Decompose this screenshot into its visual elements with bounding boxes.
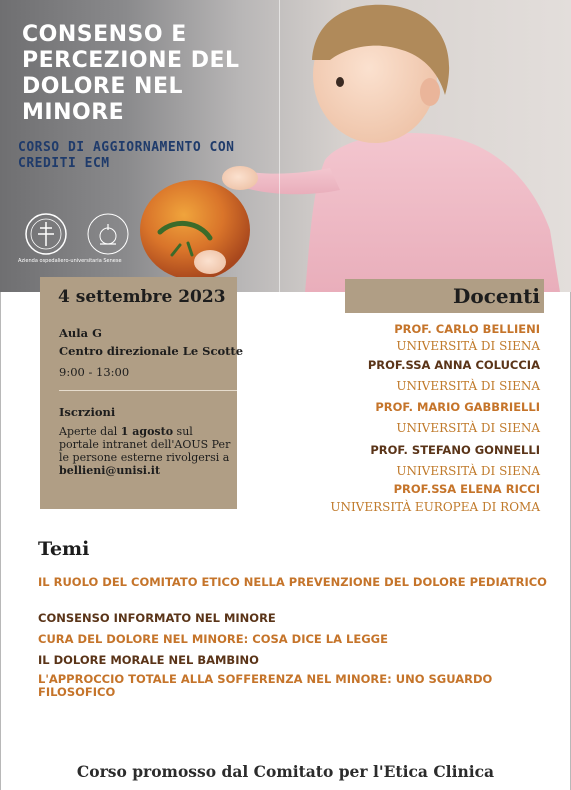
registration-text-1: Aperte dal — [59, 425, 121, 438]
docente-name: PROF. CARLO BELLIENI — [394, 322, 540, 336]
hospital-seal-icon — [24, 212, 68, 256]
docente-name: PROF. MARIO GABBRIELLI — [375, 400, 540, 414]
tema-item: L'APPROCCIO TOTALE ALLA SOFFERENZA NEL MINORE: UNO SGUARDO FILOSOFICO — [38, 672, 493, 699]
temi-heading: Temi — [38, 538, 90, 560]
tema-item: CONSENSO INFORMATO NEL MINORE — [38, 611, 276, 625]
docente-affiliation: UNIVERSITÀ DI SIENA — [396, 464, 540, 478]
docente-affiliation: UNIVERSITÀ EUROPEA DI ROMA — [330, 500, 540, 514]
event-info-box — [40, 277, 244, 509]
footer-promoter: Corso promosso dal Comitato per l'Etica Clinica — [76, 762, 495, 781]
docente-name: PROF. STEFANO GONNELLI — [370, 443, 540, 457]
docente-affiliation: UNIVERSITÀ DI SIENA — [396, 379, 540, 393]
docente-name: PROF.SSA ELENA RICCI — [393, 482, 540, 496]
registration-title: Iscrzioni — [59, 405, 116, 419]
tema-item: CURA DEL DOLORE NEL MINORE: COSA DICE LA LEGGE — [38, 632, 388, 646]
registration-email-link[interactable]: bellieni@unisi.it — [59, 464, 161, 477]
registration-date: 1 agosto — [120, 425, 174, 438]
page-title: CONSENSO E PERCEZIONE DEL DOLORE NEL MINORE — [22, 22, 240, 125]
event-time: 9:00 - 13:00 — [59, 365, 130, 379]
registration-text — [59, 425, 234, 477]
info-divider — [59, 390, 237, 391]
docente-affiliation: UNIVERSITÀ DI SIENA — [396, 339, 540, 353]
docenti-header — [345, 279, 544, 313]
tema-item: IL RUOLO DEL COMITATO ETICO NELLA PREVENZIONE DEL DOLORE PEDIATRICO — [38, 575, 547, 589]
event-room: Aula G — [59, 326, 102, 340]
hero-banner — [0, 0, 571, 292]
hospital-logos — [18, 212, 148, 262]
docente-affiliation: UNIVERSITÀ DI SIENA — [396, 421, 540, 435]
event-place: Centro direzionale Le Scotte — [59, 344, 244, 358]
tema-item: IL DOLORE MORALE NEL BAMBINO — [38, 653, 259, 667]
logo-caption: Azienda ospedaliero-universitaria Senese — [18, 258, 122, 264]
docenti-heading: Docenti — [453, 284, 540, 308]
page-subtitle: CORSO DI AGGIORNAMENTO CON CREDITI ECM — [18, 140, 235, 171]
docente-name: PROF.SSA ANNA COLUCCIA — [367, 358, 540, 372]
university-seal-icon — [86, 212, 130, 256]
page-border-left — [0, 292, 1, 790]
registration-text-2: sul portale intranet dell'AOUS Per le persone esterne rivolgersi a — [59, 425, 231, 464]
event-date: 4 settembre 2023 — [58, 287, 226, 307]
